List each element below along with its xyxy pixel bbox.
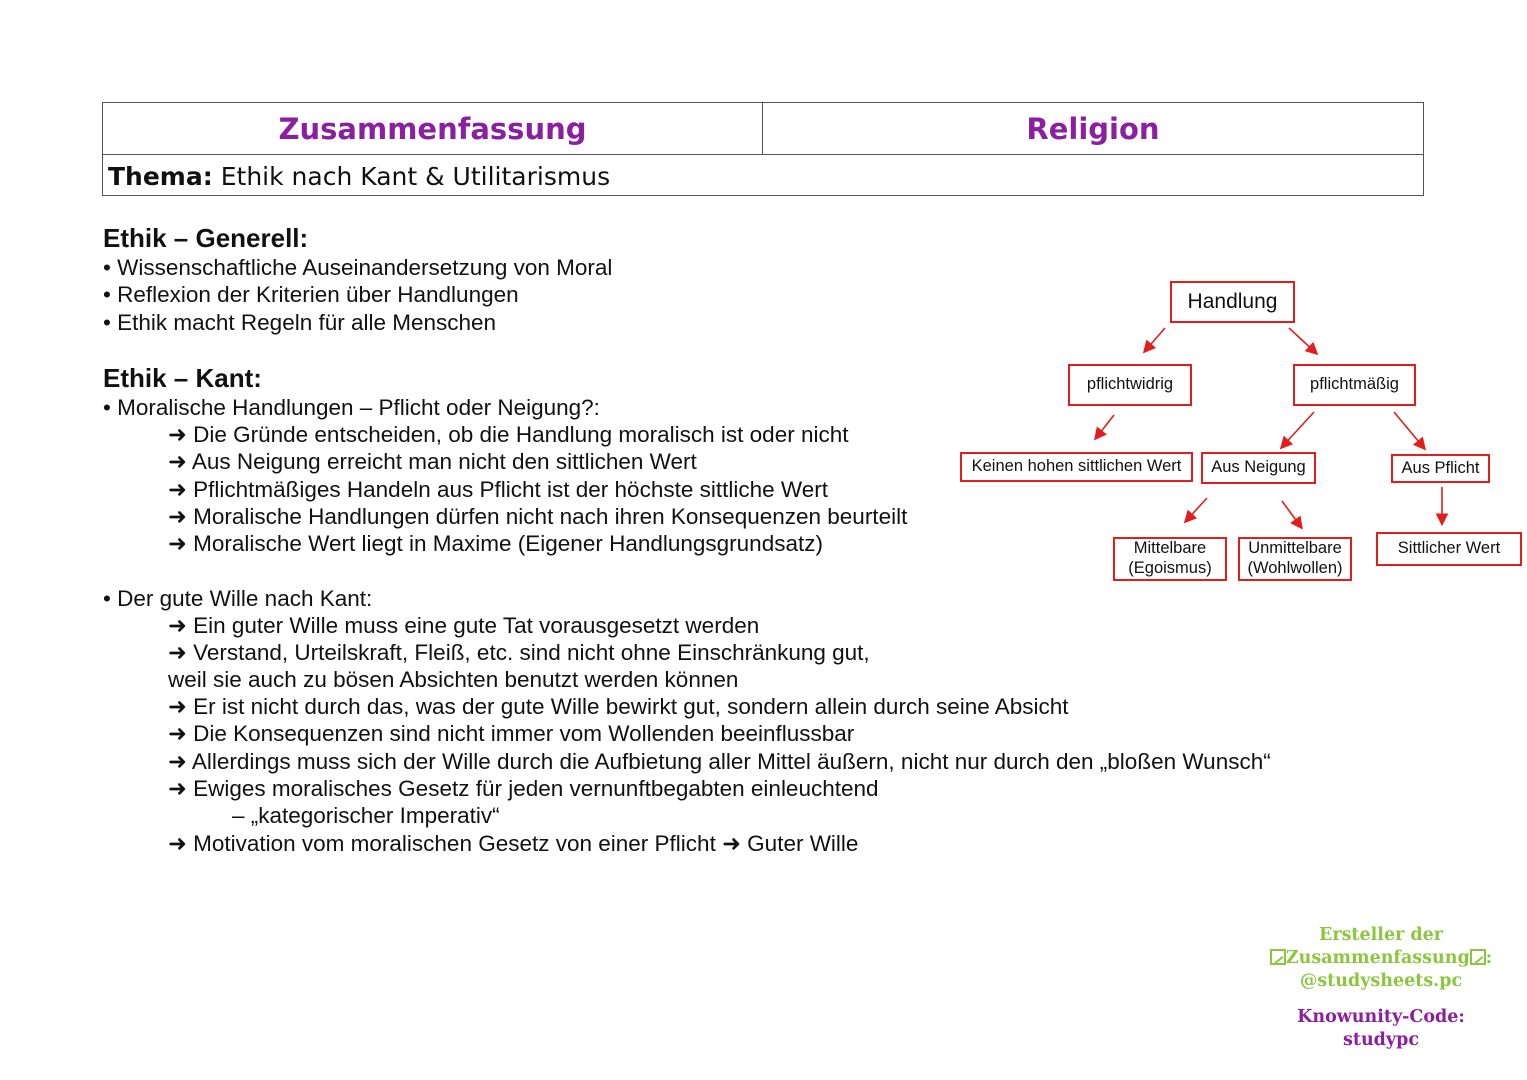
node-sittlicher-wert: Sittlicher Wert bbox=[1376, 532, 1522, 566]
point-wille-3: ➜ Er ist nicht durch das, was der gute Wille bewirkt gut, sondern allein durch seine Absicht bbox=[168, 694, 1069, 719]
point-wille-7: ➜ Motivation vom moralischen Gesetz von einer Pflicht ➜ Guter Wille bbox=[168, 831, 859, 856]
point-kant-2: ➜ Aus Neigung erreicht man nicht den sittlichen Wert bbox=[168, 449, 697, 474]
node-mittelbare: Mittelbare (Egoismus) bbox=[1113, 537, 1227, 581]
credit-block bbox=[1255, 924, 1507, 1052]
header-title-right: Religion bbox=[1026, 111, 1160, 146]
bullet-kant-2: • Der gute Wille nach Kant: bbox=[103, 586, 373, 611]
topic-value: Ethik nach Kant & Utilitarismus bbox=[220, 161, 611, 191]
point-wille-1: ➜ Ein guter Wille muss eine gute Tat vorausgesetzt werden bbox=[168, 613, 760, 638]
point-wille-2-cont: weil sie auch zu bösen Absichten benutzt werden können bbox=[168, 667, 739, 692]
node-pflichtwidrig: pflichtwidrig bbox=[1068, 364, 1192, 406]
point-wille-5: ➜ Allerdings muss sich der Wille durch die Aufbietung aller Mittel äußern, nicht nur durch den „bloßen Wunsch“ bbox=[168, 749, 1271, 774]
arrow-handlung-maessig bbox=[1289, 328, 1316, 353]
node-aus-neigung: Aus Neigung bbox=[1201, 452, 1316, 484]
credit-line2: Zusammenfassung bbox=[1285, 947, 1470, 968]
sub-point-imperativ: – „kategorischer Imperativ“ bbox=[232, 803, 500, 828]
node-unmittelbare: Unmittelbare (Wohlwollen) bbox=[1238, 537, 1352, 581]
credit-code-label: Knowunity-Code: bbox=[1297, 1007, 1465, 1028]
point-wille-2: ➜ Verstand, Urteilskraft, Fleiß, etc. sind nicht ohne Einschränkung gut, bbox=[168, 640, 870, 665]
heading-generell: Ethik – Generell: bbox=[103, 223, 309, 253]
arrow-widrig-keinen bbox=[1096, 415, 1114, 438]
node-keinen-wert: Keinen hohen sittlichen Wert bbox=[960, 452, 1193, 482]
bullet-kant-1: • Moralische Handlungen – Pflicht oder Neigung?: bbox=[103, 395, 600, 420]
heading-kant: Ethik – Kant: bbox=[103, 363, 262, 393]
arrow-neigung-unmittelbare bbox=[1282, 501, 1301, 527]
bullet-generell-3: • Ethik macht Regeln für alle Menschen bbox=[103, 310, 497, 335]
point-kant-1: ➜ Die Gründe entscheiden, ob die Handlung moralisch ist oder nicht bbox=[168, 422, 849, 447]
memo-icon bbox=[1270, 949, 1286, 965]
arrow-neigung-mittelbare bbox=[1186, 498, 1207, 521]
point-wille-6: ➜ Ewiges moralisches Gesetz für jeden vernunftbegabten einleuchtend bbox=[168, 776, 879, 801]
node-aus-pflicht: Aus Pflicht bbox=[1391, 454, 1490, 483]
arrow-maessig-pflicht bbox=[1394, 412, 1424, 448]
credit-line2-suffix: : bbox=[1485, 947, 1493, 968]
memo-icon bbox=[1470, 949, 1486, 965]
credit-code-value: studypc bbox=[1343, 1030, 1419, 1050]
point-kant-4: ➜ Moralische Handlungen dürfen nicht nach ihren Konsequenzen beurteilt bbox=[168, 504, 908, 529]
credit-line1: Ersteller der bbox=[1319, 925, 1443, 945]
header-title-left: Zusammenfassung bbox=[103, 103, 763, 154]
arrow-maessig-neigung bbox=[1282, 412, 1314, 447]
bullet-generell-1: • Wissenschaftliche Auseinandersetzung von Moral bbox=[103, 255, 613, 280]
point-kant-5: ➜ Moralische Wert liegt in Maxime (Eigener Handlungsgrundsatz) bbox=[168, 531, 823, 556]
point-wille-4: ➜ Die Konsequenzen sind nicht immer vom Wollenden beeinflussbar bbox=[168, 721, 855, 746]
point-kant-3: ➜ Pflichtmäßiges Handeln aus Pflicht ist der höchste sittliche Wert bbox=[168, 477, 828, 502]
node-pflichtmaessig: pflichtmäßig bbox=[1293, 364, 1416, 406]
arrow-handlung-widrig bbox=[1145, 328, 1165, 351]
bullet-generell-2: • Reflexion der Kriterien über Handlungen bbox=[103, 282, 519, 307]
credit-handle: @studysheets.pc bbox=[1299, 970, 1463, 991]
node-handlung: Handlung bbox=[1170, 281, 1295, 323]
credit-line2-wrap bbox=[1255, 947, 1507, 970]
topic-label: Thema: bbox=[108, 161, 213, 191]
